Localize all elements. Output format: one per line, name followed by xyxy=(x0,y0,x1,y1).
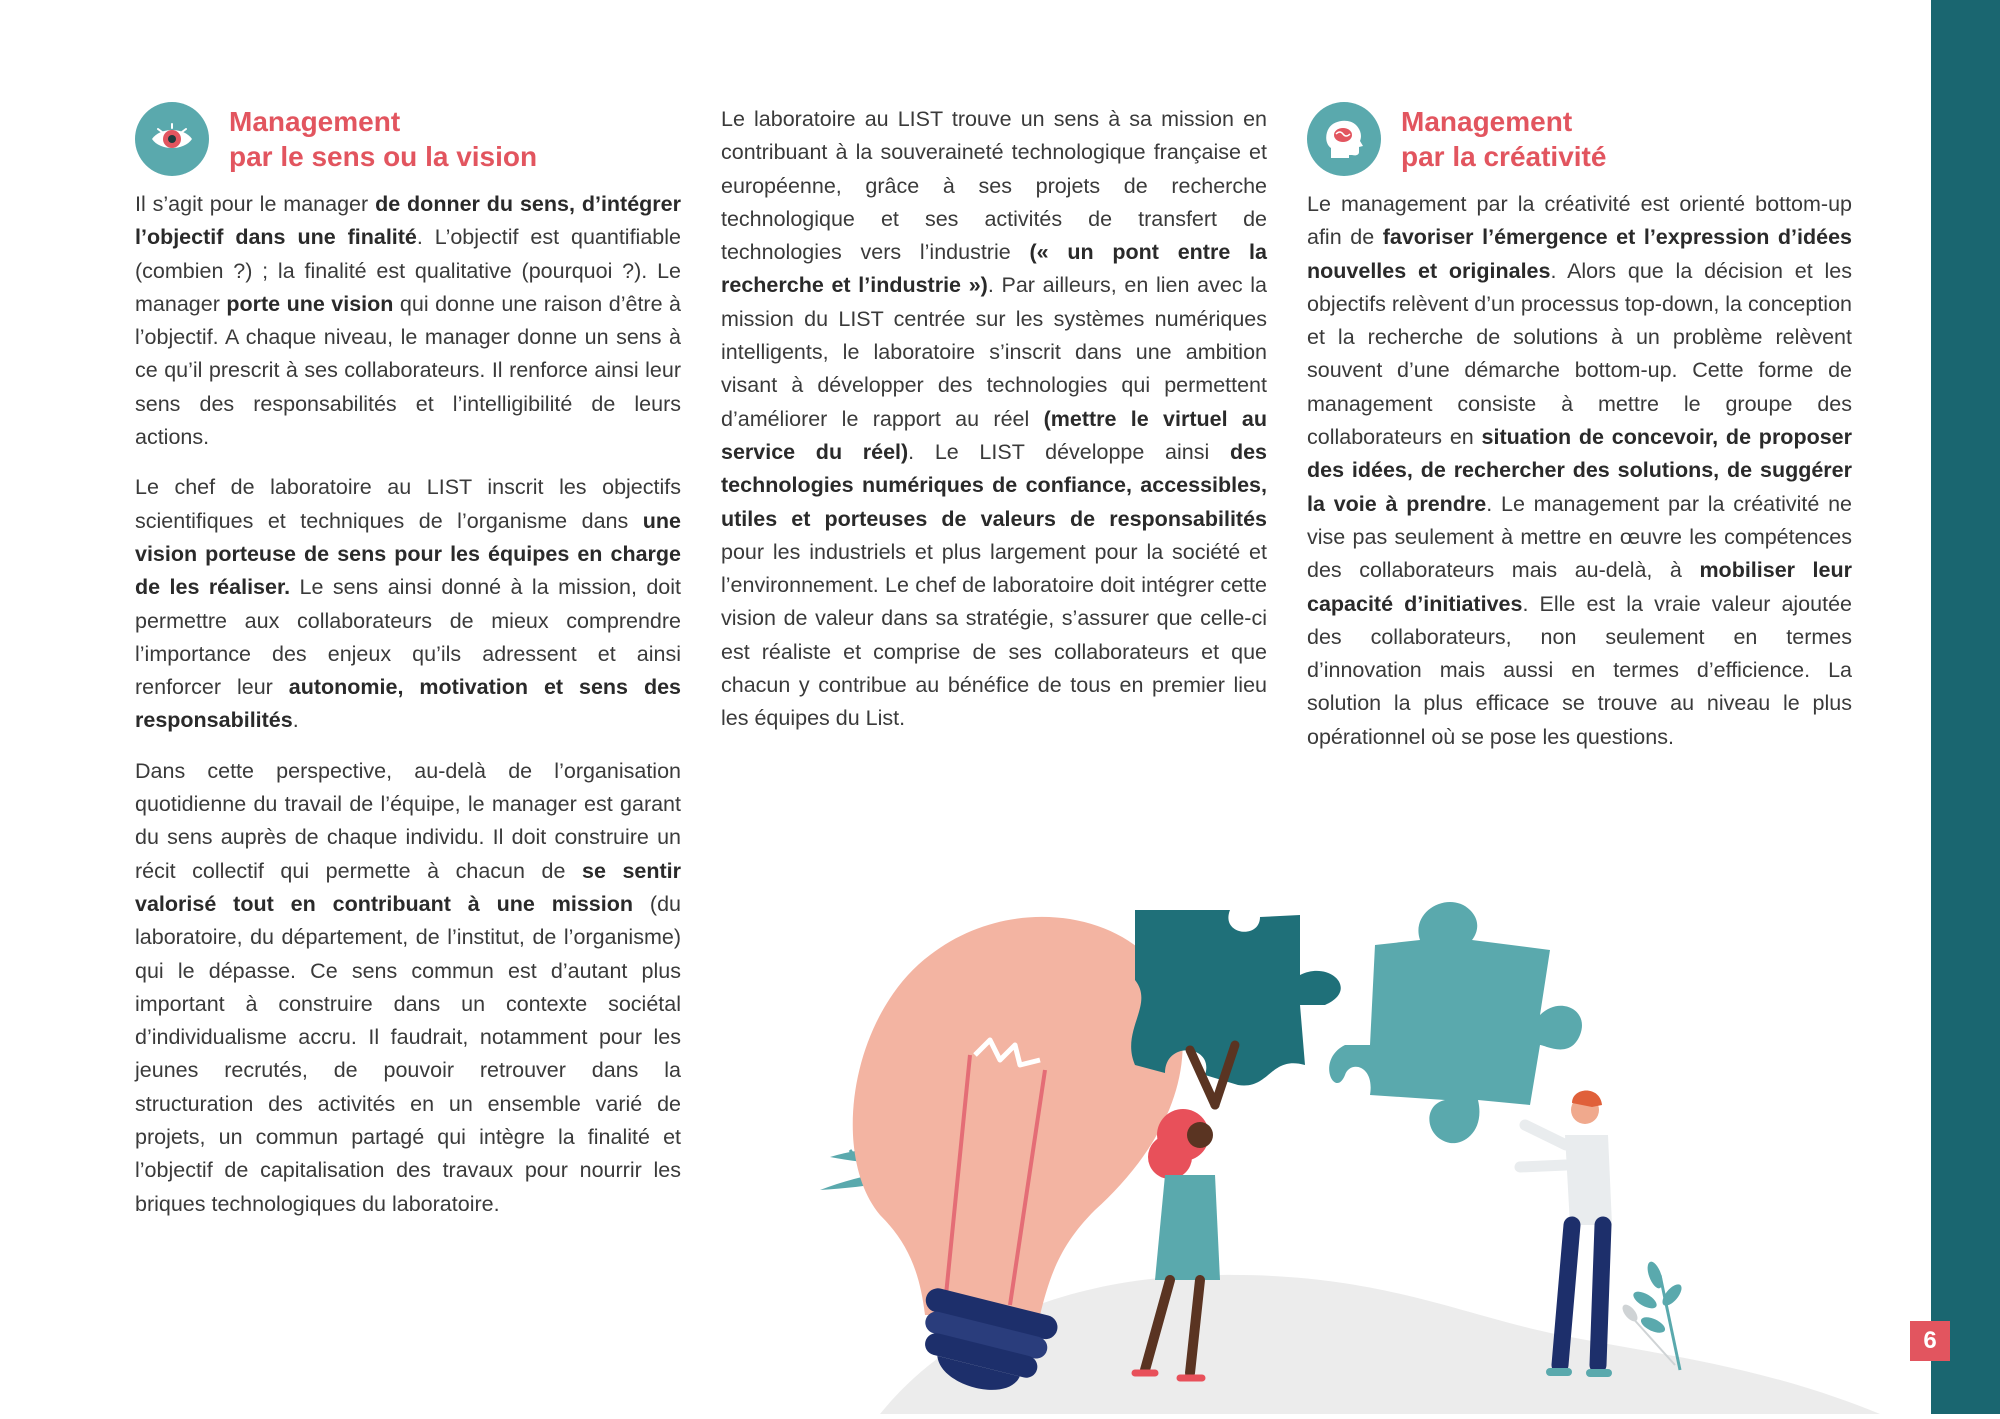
bold-text-run: se sentir valorisé tout en contribuant à une mission xyxy=(135,858,682,916)
text-run: (du laboratoire, du département, de l’institut, de l’organisme) qui le dépasse. Ce sens commun est d’autant plus important à construire dans un contexte sociétal d’individualisme accru. Il faudrait, notamment pour les jeunes recrutés, de pouvoir retrouver dans la structuration des activités en un ensemble varié de projets, un commun partagé qui intègre la finalité et l’objectif de capitalisation des travaux pour nourrir les briques technologiques du laboratoire. xyxy=(135,891,681,1216)
title-line-1: Management xyxy=(229,106,401,137)
body-paragraph xyxy=(721,103,1267,736)
body-paragraph xyxy=(135,471,681,737)
text-run: Le chef de laboratoire au LIST inscrit les objectifs scientifiques et techniques de l’organisme dans xyxy=(135,475,681,533)
bold-text-run: autonomie, motivation et sens des responsabilités xyxy=(135,675,681,733)
bold-text-run: (mettre le virtuel au service du réel) xyxy=(721,406,1267,464)
bold-text-run: des technologies numériques de confiance, accessibles, utiles et porteuses de valeurs de responsabilités xyxy=(721,439,1267,531)
text-run: . Alors que la décision et les objectifs relèvent d’un processus top-down, la conception et la recherche de solutions à un problème relèvent souvent d’une démarche bottom-up. Cette forme de management consiste à mettre le groupe des collaborateurs en xyxy=(1307,258,1852,450)
text-run: Le sens ainsi donné à la mission, doit permettre aux collaborateurs de mieux comprendre l’importance des enjeux qu’ils adressent et ainsi renforcer leur xyxy=(135,575,682,700)
text-run: . Le management par la créativité ne vise pas seulement à mettre en œuvre les compétences des collaborateurs mais au-delà, à xyxy=(1307,491,1852,583)
section-header-vision xyxy=(135,100,681,178)
side-color-band xyxy=(1931,0,2000,1414)
bold-text-run: (« un pont entre la recherche et l’industrie ») xyxy=(721,240,1267,298)
text-run: Le management par la créativité est orienté bottom-up afin de xyxy=(1307,192,1852,250)
text-run: . Elle est la vraie valeur ajoutée des collaborateurs, non seulement en termes d’innovation mais aussi en termes d’efficience. La solution la plus efficace se trouve au niveau le plus opérationnel où se pose les questions. xyxy=(1307,591,1852,749)
text-run: pour les industriels et plus largement pour la société et l’environnement. Le chef de laboratoire doit intégrer cette vision de valeur dans sa stratégie, s’assurer que celle-ci est réaliste et comprise de ses collaborateurs et que chacun y contribue au bénéfice de tous en premier lieu les équipes du List. xyxy=(721,539,1267,731)
text-run: Il s’agit pour le manager xyxy=(135,192,376,216)
section-header-creativity xyxy=(1307,100,1852,178)
bold-text-run: favoriser l’émergence et l’expression d’idées nouvelles et originales xyxy=(1307,225,1852,283)
brain-head-icon xyxy=(1307,102,1381,176)
column-middle xyxy=(721,103,1267,753)
column-left xyxy=(135,100,681,1238)
text-run: . L’objectif est quantifiable (combien ?) ; la finalité est qualitative (pourquoi ?). Le manager xyxy=(135,225,681,316)
bold-text-run: situation de concevoir, de proposer des idées, de rechercher des solutions, de suggérer la voie à prendre xyxy=(1307,425,1852,516)
title-line-2: par la créativité xyxy=(1401,141,1607,172)
paragraphs-left xyxy=(135,188,681,1221)
eye-icon xyxy=(135,102,209,176)
lightbulb-puzzle-illustration xyxy=(760,895,1920,1414)
text-run: qui donne une raison d’être à l’objectif. A chaque niveau, le manager donne un sens à ce qu’il prescrit à ses collaborateurs. Il renforce ainsi leur sens des responsabilités et l’intelligibilité de leurs actions. xyxy=(135,291,681,450)
paragraphs-right xyxy=(1307,188,1852,754)
bold-text-run: de donner du sens, d’intégrer l’objectif dans une finalité xyxy=(135,192,681,250)
text-run: . xyxy=(292,708,299,733)
text-run: Dans cette perspective, au-delà de l’organisation quotidienne du travail de l’équipe, le manager est garant du sens auprès de chaque individu. Il doit construire un récit collectif qui permette à chacun de xyxy=(135,758,681,883)
title-line-1: Management xyxy=(1401,106,1573,137)
page-number: 6 xyxy=(1910,1321,1950,1361)
section-title-creativity xyxy=(1401,104,1606,174)
title-line-2: par le sens ou la vision xyxy=(229,141,538,172)
text-run: . Par ailleurs, en lien avec la mission du LIST centrée sur les systèmes numériques intelligents, le laboratoire s’inscrit dans une ambition visant à développer des technologies qui permettent d’améliorer le rapport au réel xyxy=(721,273,1267,431)
paragraphs-middle xyxy=(721,103,1267,736)
column-right xyxy=(1307,100,1852,771)
body-paragraph xyxy=(135,188,681,454)
section-title-vision xyxy=(229,104,537,174)
body-paragraph xyxy=(1307,188,1852,754)
bold-text-run: une vision porteuse de sens pour les équipes en charge de les réaliser. xyxy=(135,508,681,600)
bold-text-run: mobiliser leur capacité d’initiatives xyxy=(1307,558,1852,616)
text-run: Le laboratoire au LIST trouve un sens à sa mission en contribuant à la souveraineté technologique française et européenne, grâce à ses projets de recherche technologique et ses activités de transfert de technologies vers l’industrie xyxy=(721,107,1267,265)
text-run: . Le LIST développe ainsi xyxy=(908,439,1230,464)
bold-text-run: porte une vision xyxy=(226,291,394,316)
body-paragraph xyxy=(135,755,681,1221)
